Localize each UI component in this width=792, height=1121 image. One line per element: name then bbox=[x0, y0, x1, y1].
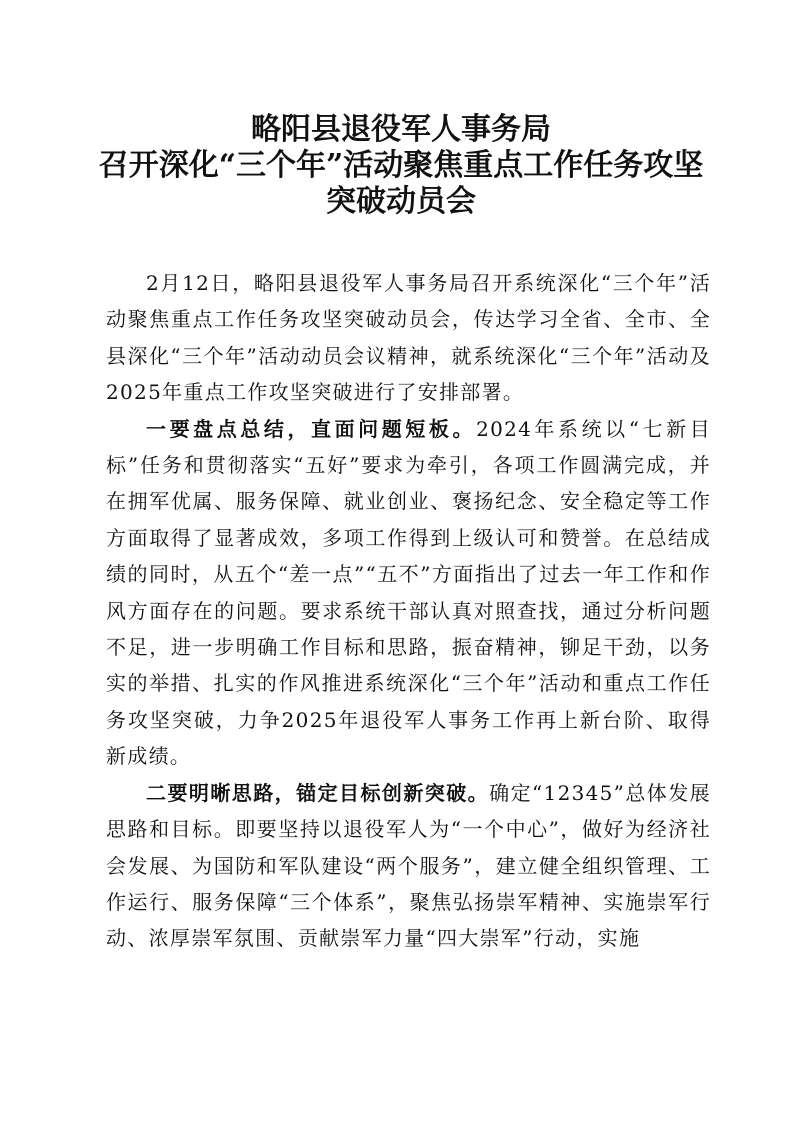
title-line-1: 略阳县退役军人事务局 bbox=[251, 112, 551, 147]
title-line-2: 召开深化“三个年”活动聚焦重点工作任务攻坚 bbox=[98, 148, 704, 183]
title-line-3: 突破动员会 bbox=[326, 184, 476, 219]
paragraph-text: 2月12日，略阳县退役军人事务局召开系统深化“三个年”活动聚焦重点工作任务攻坚突破动员会，传达学习全省、全市、全县深化“三个年”活动动员会议精神，就系统深化“三个年”活动及2025年重点工作攻坚突破进行了安排部署。 bbox=[106, 271, 711, 405]
paragraph-text: 确定“12345”总体发展思路和目标。即要坚持以退役军人为“一个中心”，做好为经济社会发展、为国防和军队建设“两个服务”，建立健全组织管理、工作运行、服务保障“三个体系”，聚焦弘扬崇军精神、实施崇军行动、浓厚崇军氛围、贡献崇军力量“四大崇军”行动，实施 bbox=[106, 780, 711, 951]
paragraph-summary bbox=[106, 411, 711, 775]
paragraph-text: 2024年系统以“七新目标”任务和贯彻落实“五好”要求为牵引，各项工作圆满完成，并在拥军优属、服务保障、就业创业、褒扬纪念、安全稳定等工作方面取得了显著成效，多项工作得到上级认可和赞誉。在总结成绩的同时，从五个“差一点”“五不”方面指出了过去一年工作和作风方面存在的问题。要求系统干部认真对照查找，通过分析问题不足，进一步明确工作目标和思路，振奋精神，铆足干劲，以务实的举措、扎实的作风推进系统深化“三个年”活动和重点工作任务攻坚突破，力争2025年退役军人事务工作再上新台阶、取得新成绩。 bbox=[106, 416, 711, 769]
paragraph-goals bbox=[106, 775, 711, 957]
paragraph-lead: 二要明晰思路，锚定目标创新突破。 bbox=[146, 780, 490, 805]
document-title bbox=[96, 112, 706, 220]
document-body bbox=[106, 265, 711, 957]
paragraph-lead: 一要盘点总结，直面问题短板。 bbox=[146, 416, 477, 441]
paragraph-intro bbox=[106, 265, 711, 411]
